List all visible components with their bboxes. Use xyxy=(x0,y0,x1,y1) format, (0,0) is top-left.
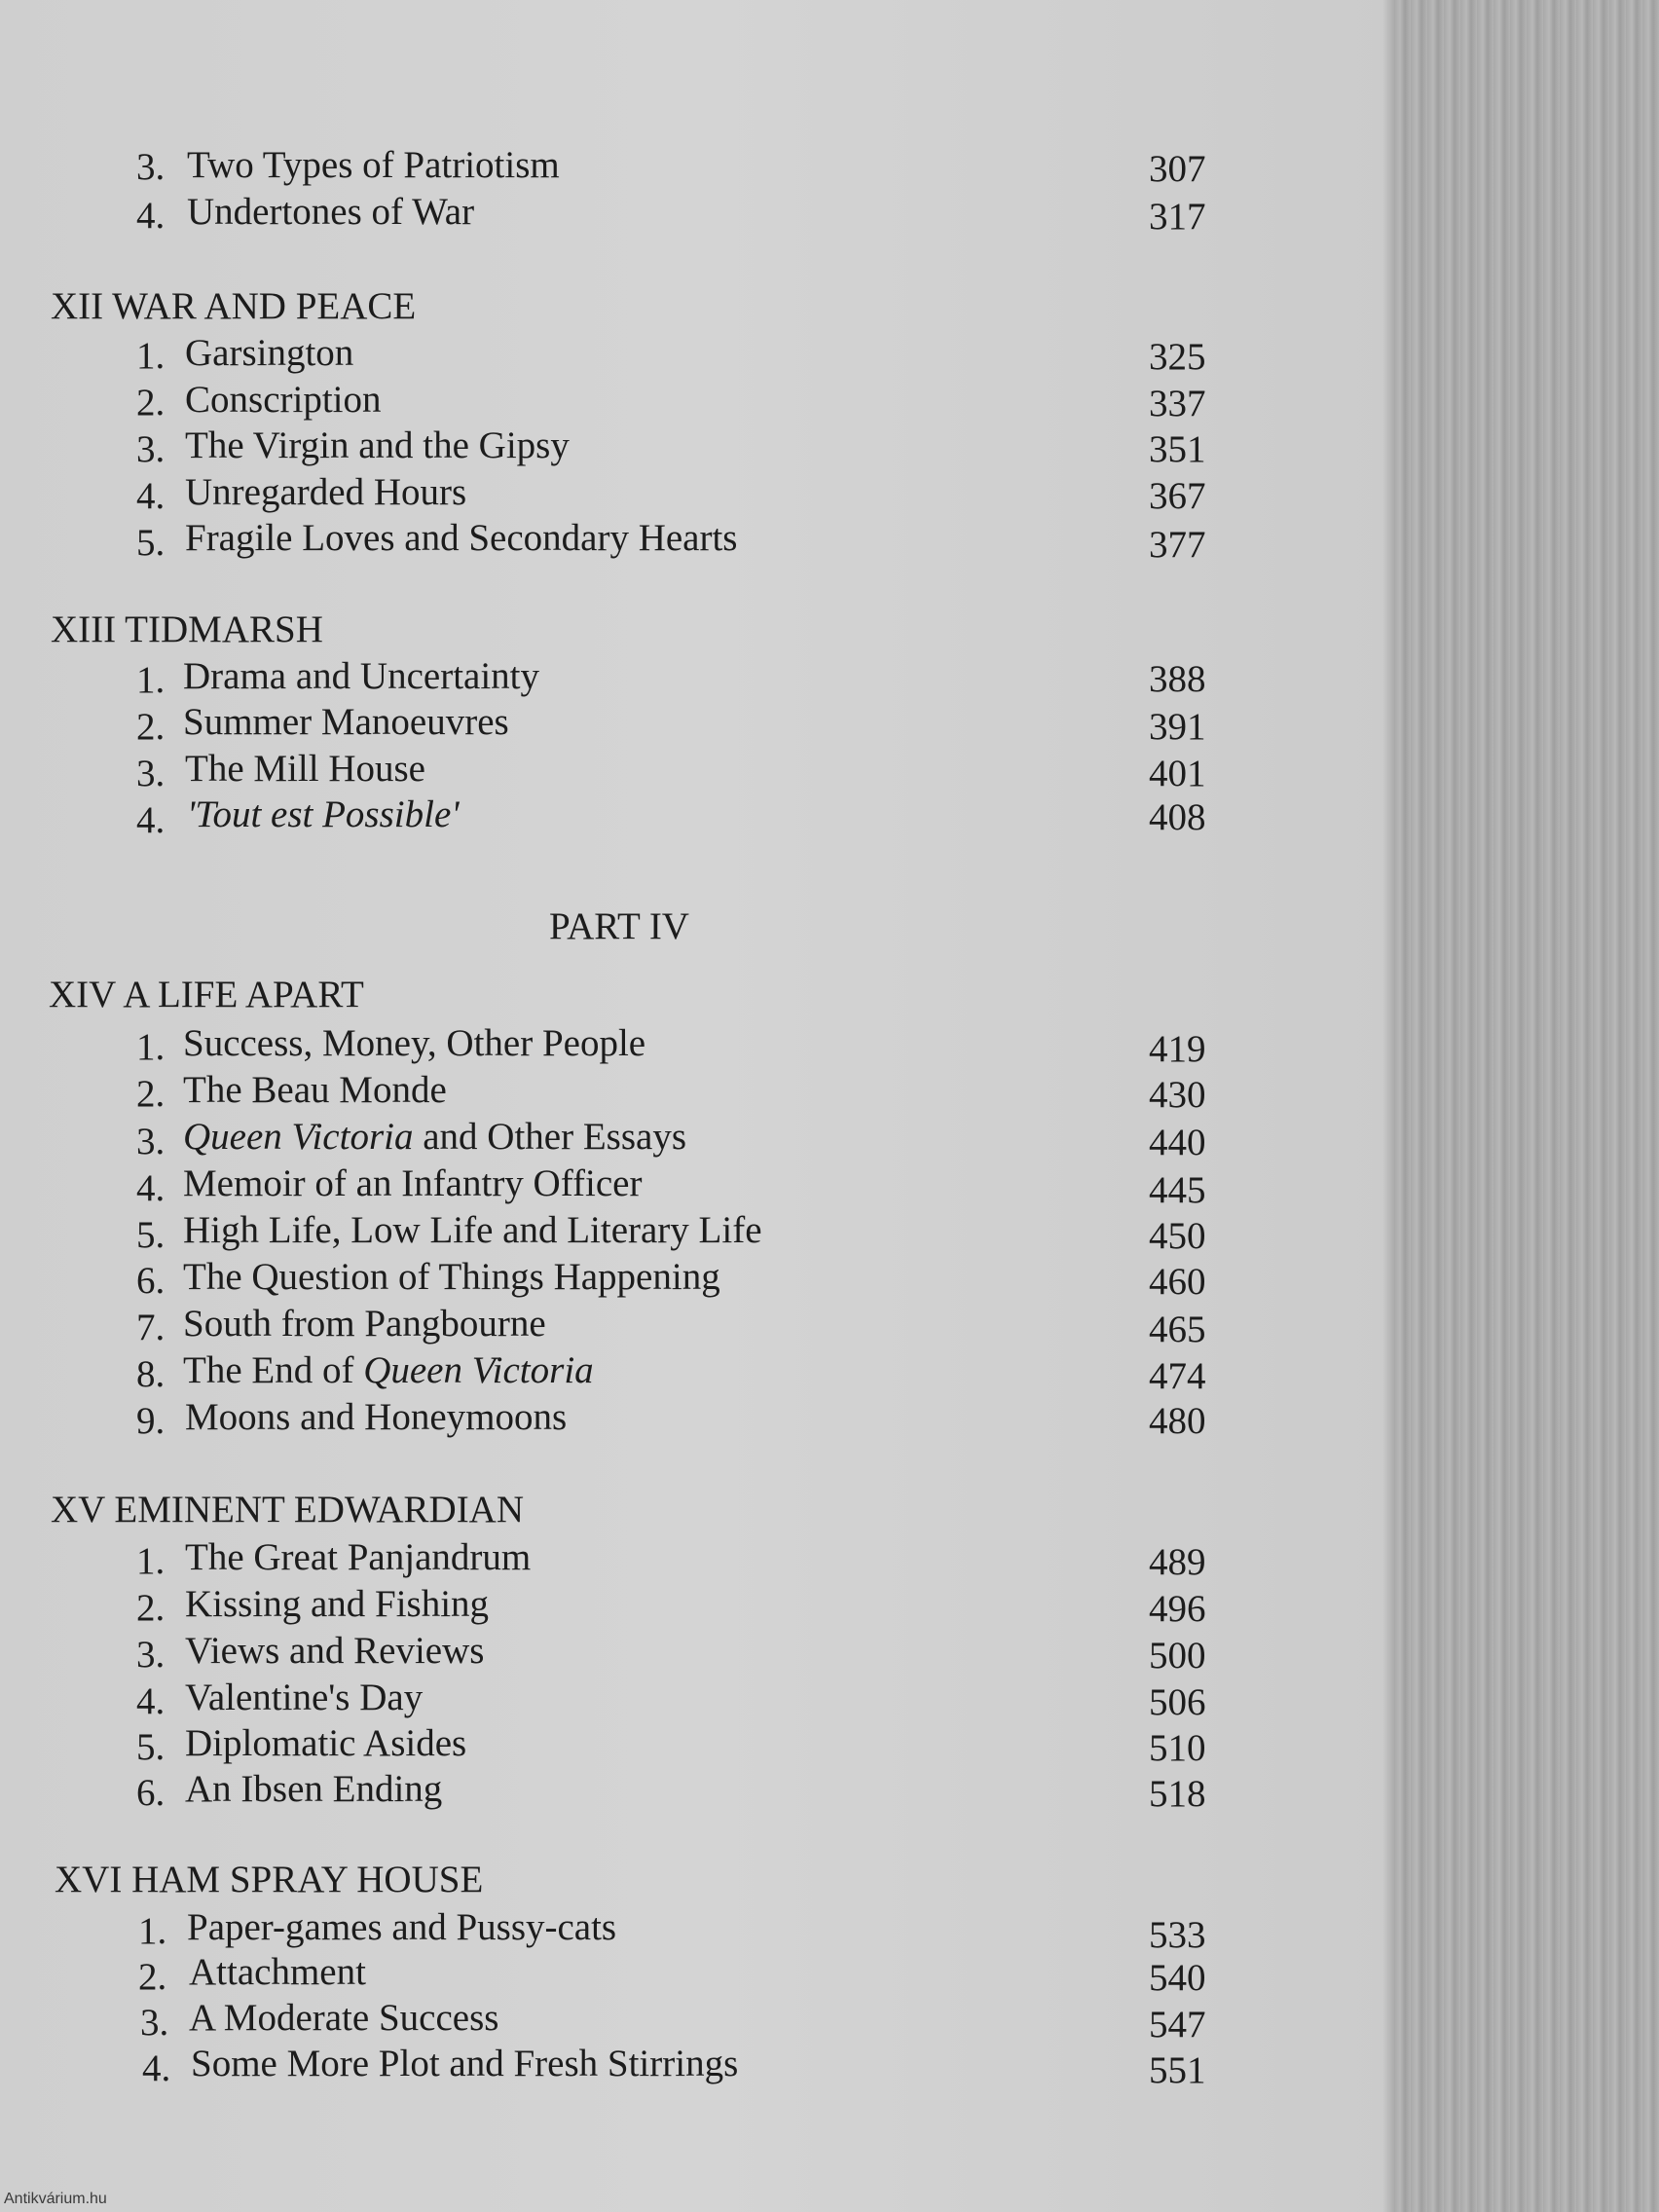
entry-number: 5. xyxy=(136,1214,166,1256)
entry-title: The Virgin and the Gipsy xyxy=(185,424,570,466)
entry-number: 1. xyxy=(138,1910,167,1952)
entry-page: 510 xyxy=(1149,1727,1206,1769)
entry-page: 388 xyxy=(1149,658,1206,700)
entry-page: 307 xyxy=(1149,148,1206,190)
entry-title: Valentine's Day xyxy=(185,1677,424,1718)
entry-page: 450 xyxy=(1149,1215,1206,1257)
entry-number: 4. xyxy=(142,2047,171,2089)
entry-number: 2. xyxy=(136,1587,166,1629)
chapter-heading: XVI HAM SPRAY HOUSE xyxy=(55,1859,484,1900)
entry-number: 1. xyxy=(136,1026,166,1068)
entry-title: Conscription xyxy=(185,379,382,421)
entry-title: Undertones of War xyxy=(187,191,475,233)
entry-number: 4. xyxy=(136,1167,166,1209)
entry-title: Attachment xyxy=(189,1951,366,1993)
chapter-heading: XV EMINENT EDWARDIAN xyxy=(51,1489,525,1530)
entry-page: 337 xyxy=(1149,383,1206,424)
entry-title: Fragile Loves and Secondary Hearts xyxy=(185,517,738,559)
entry-page: 377 xyxy=(1149,524,1206,566)
entry-number: 2. xyxy=(136,706,166,748)
watermark: Antikvárium.hu xyxy=(4,2191,107,2207)
entry-number: 1. xyxy=(136,659,166,701)
entry-title: Views and Reviews xyxy=(185,1630,485,1672)
entry-number: 6. xyxy=(136,1772,166,1814)
entry-number: 4. xyxy=(136,1680,166,1722)
entry-page: 317 xyxy=(1149,196,1206,238)
entry-title: The Great Panjandrum xyxy=(185,1536,532,1578)
entry-page: 551 xyxy=(1149,2049,1206,2091)
entry-title: Kissing and Fishing xyxy=(185,1583,490,1625)
entry-title-rest: and Other Essays xyxy=(413,1116,686,1158)
entry-number: 5. xyxy=(136,522,166,564)
entry-number: 2. xyxy=(136,382,166,424)
entry-page: 460 xyxy=(1149,1261,1206,1303)
entry-page: 440 xyxy=(1149,1122,1206,1163)
entry-title: 'Tout est Possible' xyxy=(187,793,460,835)
entry-number: 3. xyxy=(136,146,166,188)
entry-page: 474 xyxy=(1149,1355,1206,1397)
entry-page: 430 xyxy=(1149,1074,1206,1116)
entry-page: 445 xyxy=(1149,1169,1206,1211)
entry-page: 489 xyxy=(1149,1541,1206,1583)
entry-page: 540 xyxy=(1149,1957,1206,1999)
entry-number: 1. xyxy=(136,1540,166,1582)
entry-page: 533 xyxy=(1149,1914,1206,1956)
entry-number: 3. xyxy=(136,753,166,794)
entry-title: The Question of Things Happening xyxy=(183,1256,720,1298)
entry-page: 518 xyxy=(1149,1773,1206,1815)
entry-title: An Ibsen Ending xyxy=(185,1768,443,1810)
entry-title: Some More Plot and Fresh Stirrings xyxy=(191,2043,739,2084)
entry-number: 3. xyxy=(136,1634,166,1676)
entry-number: 2. xyxy=(138,1956,167,1998)
book-spine xyxy=(1394,0,1659,2212)
entry-title: The Beau Monde xyxy=(183,1069,447,1111)
entry-title: Moons and Honeymoons xyxy=(185,1396,568,1438)
entry-number: 6. xyxy=(136,1260,166,1302)
part-heading: PART IV xyxy=(549,905,689,947)
entry-title: The Mill House xyxy=(185,748,425,790)
entry-page: 367 xyxy=(1149,475,1206,517)
entry-title: South from Pangbourne xyxy=(183,1303,546,1345)
entry-title xyxy=(183,1351,594,1389)
entry-title-italic: Queen Victoria xyxy=(363,1349,594,1391)
chapter-heading: XIV A LIFE APART xyxy=(49,974,364,1015)
entry-title: High Life, Low Life and Literary Life xyxy=(183,1209,762,1251)
entry-title xyxy=(183,1118,686,1156)
entry-title: Summer Manoeuvres xyxy=(183,701,509,743)
entry-page: 325 xyxy=(1149,336,1206,378)
entry-page: 500 xyxy=(1149,1635,1206,1677)
entry-number: 3. xyxy=(136,428,166,470)
entry-number: 4. xyxy=(136,799,166,841)
entry-title: Unregarded Hours xyxy=(185,471,467,513)
entry-page: 506 xyxy=(1149,1681,1206,1723)
entry-title-lead: The End of xyxy=(183,1349,364,1391)
chapter-heading: XIII TIDMARSH xyxy=(51,608,323,650)
entry-title: Garsington xyxy=(185,332,354,374)
entry-number: 3. xyxy=(140,2002,169,2044)
entry-number: 3. xyxy=(136,1121,166,1162)
entry-title: Memoir of an Infantry Officer xyxy=(183,1162,643,1204)
entry-title: Success, Money, Other People xyxy=(183,1022,646,1064)
entry-number: 9. xyxy=(136,1400,166,1442)
entry-title: Drama and Uncertainty xyxy=(183,655,540,697)
entry-number: 8. xyxy=(136,1353,166,1395)
entry-number: 1. xyxy=(136,335,166,377)
entry-title: Paper-games and Pussy-cats xyxy=(187,1906,617,1948)
entry-title: Diplomatic Asides xyxy=(185,1722,467,1764)
entry-page: 408 xyxy=(1149,796,1206,838)
entry-page: 496 xyxy=(1149,1588,1206,1630)
entry-page: 547 xyxy=(1149,2004,1206,2046)
entry-page: 391 xyxy=(1149,706,1206,748)
chapter-heading: XII WAR AND PEACE xyxy=(51,285,417,327)
entry-page: 465 xyxy=(1149,1309,1206,1350)
entry-number: 7. xyxy=(136,1307,166,1348)
entry-title: Two Types of Patriotism xyxy=(187,144,560,186)
entry-title-italic: Queen Victoria xyxy=(183,1116,414,1158)
entry-page: 480 xyxy=(1149,1400,1206,1442)
entry-number: 2. xyxy=(136,1073,166,1115)
entry-number: 4. xyxy=(136,475,166,517)
entry-number: 4. xyxy=(136,195,166,237)
entry-page: 401 xyxy=(1149,753,1206,794)
entry-title: A Moderate Success xyxy=(189,1997,499,2039)
entry-number: 5. xyxy=(136,1726,166,1768)
entry-page: 419 xyxy=(1149,1028,1206,1070)
entry-page: 351 xyxy=(1149,428,1206,470)
